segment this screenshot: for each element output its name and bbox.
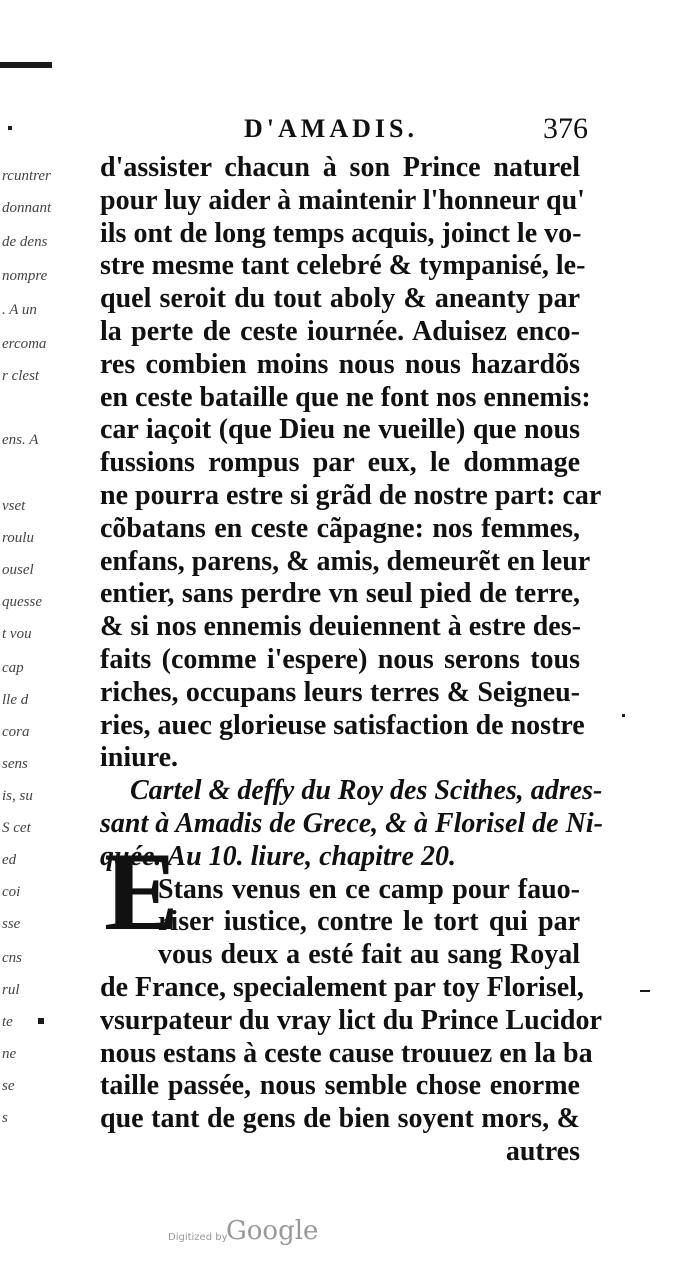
- body-line: car iaçoit (que Dieu ne vueille) que nous: [100, 414, 580, 446]
- body-line: riches, occupans leurs terres & Seigneu-: [100, 676, 580, 708]
- body-line: d'assister chacun à son Prince naturel: [100, 152, 580, 183]
- digitization-footer: [168, 1216, 368, 1252]
- body-line: stre mesme tant celebré & tympanisé, le-: [100, 250, 586, 282]
- margin-fragment: cns: [2, 950, 22, 966]
- running-head: D'AMADIS.: [244, 114, 418, 143]
- heading-line: quée. Au 10. liure, chapitre 20.: [100, 840, 456, 872]
- heading-line: Cartel & deffy du Roy des Scithes, adres-: [130, 775, 603, 807]
- margin-fragment: rul: [2, 982, 20, 998]
- margin-fragment: r clest: [2, 368, 40, 384]
- letter-line: taille passée, nous semble chose enorme: [100, 1070, 580, 1102]
- margin-fragment: s: [2, 1110, 8, 1126]
- margin-fragment: coi: [2, 884, 21, 900]
- margin-fragment: roulu: [2, 530, 34, 546]
- body-line: faits (comme i'espere) nous serons tous: [100, 643, 580, 675]
- scan-edge-mark: [0, 62, 52, 68]
- scan-speck: [622, 714, 625, 717]
- margin-fragment: donnant: [2, 200, 52, 216]
- margin-fragment: ousel: [2, 562, 34, 578]
- scan-speck: [640, 990, 650, 992]
- margin-fragment: S cet: [2, 820, 31, 836]
- heading-line: sant à Amadis de Grece, & à Florisel de Ni-: [100, 807, 603, 839]
- letter-line: que tant de gens de bien soyent mors, &: [100, 1103, 580, 1135]
- margin-fragment: rcuntrer: [2, 168, 51, 184]
- body-line: pour luy aider à maintenir l'honneur qu': [100, 184, 585, 216]
- drop-cap-letter: E: [104, 830, 179, 954]
- margin-fragment: nompre: [2, 268, 48, 284]
- body-line: entier, sans perdre vn seul pied de terre,: [100, 578, 580, 610]
- body-line: enfans, parens, & amis, demeurẽt en leur: [100, 545, 591, 577]
- body-line: iniure.: [100, 742, 179, 774]
- google-watermark: Google: [226, 1216, 319, 1246]
- margin-fragment: ed: [2, 852, 17, 868]
- body-line: res combien moins nous nous hazardõs: [100, 348, 580, 380]
- letter-line: vous deux a esté fait au sang Royal: [158, 939, 580, 971]
- body-line: en ceste bataille que ne font nos ennemis:: [100, 381, 591, 413]
- body-line: fussions rompus par eux, le dommage: [100, 447, 580, 479]
- adjacent-page-margin: [0, 160, 62, 1160]
- body-line: cõbatans en ceste cãpagne: nos femmes,: [100, 512, 580, 544]
- margin-fragment: quesse: [2, 594, 42, 610]
- margin-fragment: te: [2, 1014, 13, 1030]
- body-line: & si nos ennemis deuiennent à estre des-: [100, 611, 581, 643]
- margin-fragment: lle d: [2, 692, 29, 708]
- page-number: 376: [543, 112, 588, 145]
- margin-fragment: . A un: [2, 302, 37, 318]
- scan-speck: [8, 126, 12, 130]
- catchword: autres: [505, 1135, 580, 1167]
- margin-fragment: de dens: [2, 234, 48, 250]
- margin-fragment: cora: [2, 724, 30, 740]
- margin-fragment: ne: [2, 1046, 17, 1062]
- body-line: la perte de ceste iournée. Aduisez enco-: [100, 315, 580, 347]
- margin-fragment: cap: [2, 660, 24, 676]
- letter-line: Stans venus en ce camp pour fauo-: [158, 873, 580, 905]
- body-line: ries, auec glorieuse satisfaction de nostre: [100, 709, 585, 741]
- body-line: ils ont de long temps acquis, joinct le vo-: [100, 217, 582, 249]
- digitized-by-label: Digitized by: [168, 1232, 228, 1243]
- margin-fragment: t vou: [2, 626, 32, 642]
- letter-line: riser iustice, contre le tort qui par: [158, 906, 580, 938]
- page-header: [238, 112, 588, 152]
- margin-fragment: se: [2, 1078, 15, 1094]
- margin-fragment: vset: [2, 498, 26, 514]
- letter-line: vsurpateur du vray lict du Prince Lucidor: [100, 1004, 602, 1036]
- body-line: ne pourra estre si grãd de nostre part: car: [100, 479, 602, 511]
- margin-fragment: sse: [2, 916, 21, 932]
- margin-fragment: ens. A: [2, 432, 39, 448]
- body-line: quel seroit du tout aboly & aneanty par: [100, 283, 580, 315]
- letter-line: nous estans à ceste cause trouuez en la ba: [100, 1037, 593, 1069]
- page-body: [100, 152, 603, 1169]
- letter-line: de France, specialement par toy Florisel,: [100, 971, 584, 1003]
- margin-fragment: sens: [2, 756, 28, 772]
- margin-fragment: is, su: [2, 788, 33, 804]
- margin-fragment: ercoma: [2, 336, 47, 352]
